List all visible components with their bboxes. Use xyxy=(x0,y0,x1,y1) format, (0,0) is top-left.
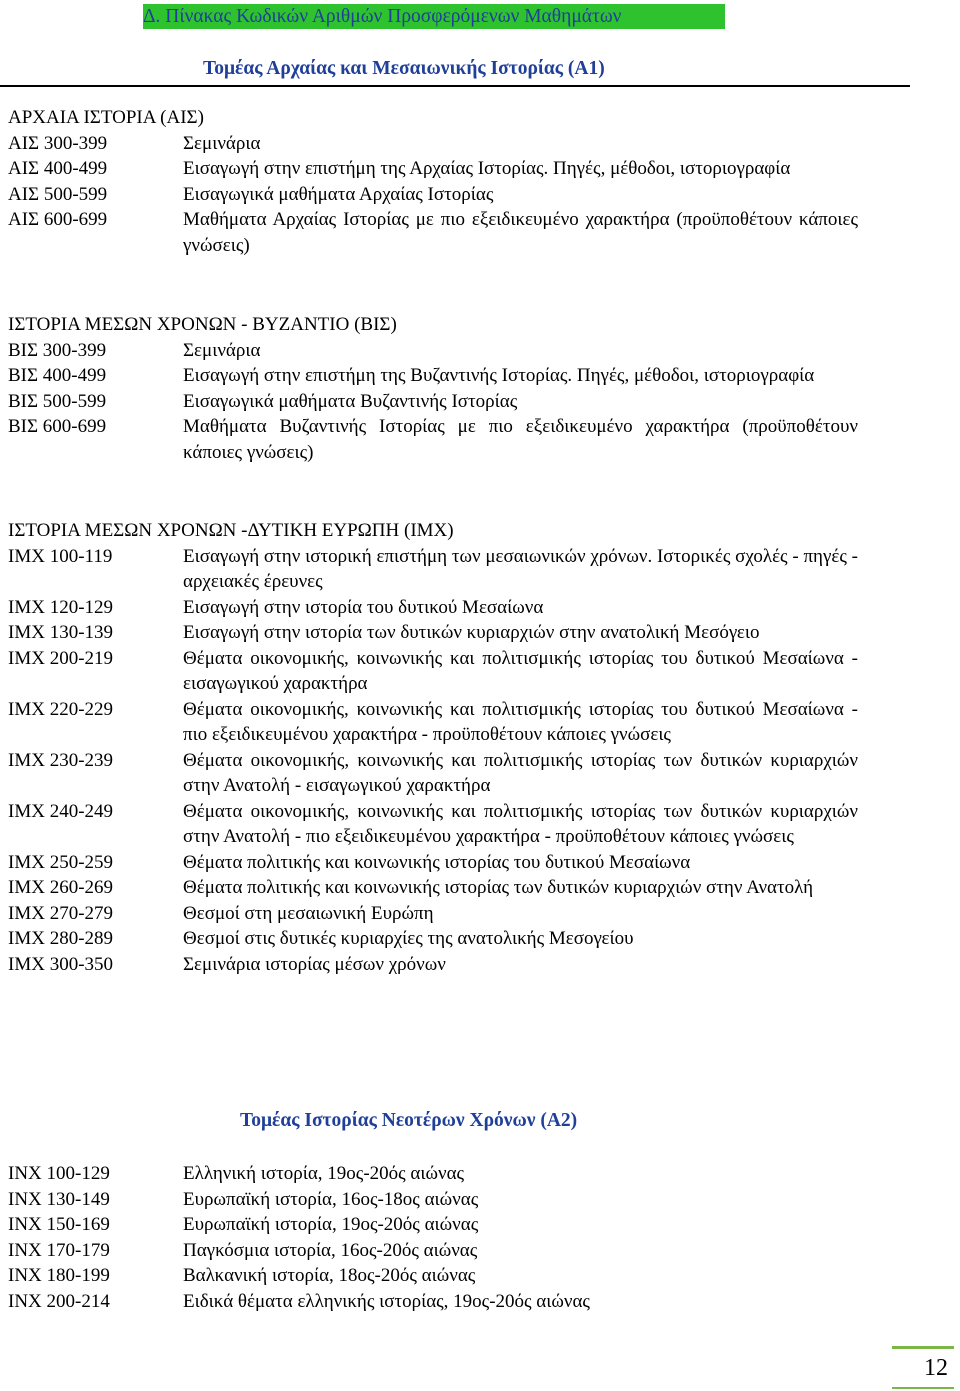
section-vis xyxy=(8,312,858,465)
course-description: Ελληνική ιστορία, 19ος-20ός αιώνας xyxy=(183,1163,465,1184)
course-description: Ειδικά θέματα ελληνικής ιστορίας, 19ος-20ός αιώνας xyxy=(183,1290,590,1312)
course-code: ΑΙΣ 400-499 xyxy=(8,158,108,179)
course-code: ΙΜΧ 250-259 xyxy=(8,851,114,873)
course-code: ΙΜΧ 120-129 xyxy=(8,596,114,618)
course-code: ΒΙΣ 500-599 xyxy=(8,390,107,412)
course-description: Θέματα πολιτικής και κοινωνικής ιστορίας των δυτικών κυριαρχιών στην Ανατολή xyxy=(183,877,814,898)
course-description: Εισαγωγή στην ιστορία των δυτικών κυριαρχιών στην ανατολική Μεσόγειο xyxy=(183,622,760,643)
section-heading-ais: ΑΡΧΑΙΑ ΙΣΤΟΡΙΑ (ΑΙΣ) xyxy=(8,107,204,128)
course-row xyxy=(8,926,858,952)
page-number: 12 xyxy=(924,1355,948,1381)
course-row xyxy=(8,544,858,595)
course-row xyxy=(8,1238,858,1264)
course-description: Θέματα οικονομικής, κοινωνικής και πολιτισμικής ιστορίας των δυτικών κυριαρχιών στην Ανατολή - πιο εξειδικευμένου χαρακτήρα - προϋποθέτουν κάποιες γνώσεις xyxy=(183,800,858,847)
course-code: ΙΝΧ 170-179 xyxy=(8,1239,110,1261)
course-code: ΙΝΧ 200-214 xyxy=(8,1290,110,1312)
course-code: ΑΙΣ 300-399 xyxy=(8,132,108,154)
sector-a2-title: Τομέας Ιστορίας Νεοτέρων Χρόνων (Α2) xyxy=(240,1110,578,1131)
course-code: ΒΙΣ 600-699 xyxy=(8,416,107,437)
course-code: ΙΜΧ 230-239 xyxy=(8,749,114,771)
course-row xyxy=(8,414,858,465)
course-row xyxy=(8,131,858,157)
course-description: Θέματα πολιτικής και κοινωνικής ιστορίας του δυτικού Μεσαίωνα xyxy=(183,851,691,873)
course-row xyxy=(8,799,858,850)
course-code: ΙΜΧ 300-350 xyxy=(8,953,114,975)
course-description: Εισαγωγή στην ιστορία του δυτικού Μεσαίωνα xyxy=(183,596,544,618)
section-heading-imx: ΙΣΤΟΡΙΑ ΜΕΣΩΝ ΧΡΟΝΩΝ -ΔΥΤΙΚΗ ΕΥΡΩΠΗ (ΙΜΧ) xyxy=(8,520,454,541)
course-description: Σεμινάρια ιστορίας μέσων χρόνων xyxy=(183,953,446,975)
course-row xyxy=(8,156,858,182)
course-row xyxy=(8,1187,858,1213)
course-row xyxy=(8,207,858,258)
course-description: Θέματα οικονομικής, κοινωνικής και πολιτισμικής ιστορίας του δυτικού Μεσαίωνα - εισαγωγικού χαρακτήρα xyxy=(183,647,858,694)
course-description: Θεσμοί στη μεσαιωνική Ευρώπη xyxy=(183,902,434,924)
course-description: Εισαγωγή στην ιστορική επιστήμη των μεσαιωνικών χρόνων. Ιστορικές σχολές - πηγές - αρχειακές έρευνες xyxy=(183,545,858,592)
course-code: ΙΜΧ 130-139 xyxy=(8,622,114,643)
course-description: Ευρωπαϊκή ιστορία, 16ος-18ος αιώνας xyxy=(183,1188,479,1210)
section-heading-vis: ΙΣΤΟΡΙΑ ΜΕΣΩΝ ΧΡΟΝΩΝ - ΒΥΖΑΝΤΙΟ (ΒΙΣ) xyxy=(8,314,397,335)
course-row xyxy=(8,1161,858,1187)
sector-a1-title: Τομέας Αρχαίας και Μεσαιωνικής Ιστορίας (Α1) xyxy=(203,58,605,79)
course-row xyxy=(8,363,858,389)
course-description: Σεμινάρια xyxy=(183,132,261,154)
course-row xyxy=(8,389,858,415)
course-row xyxy=(8,338,858,364)
course-row xyxy=(8,182,858,208)
course-code: ΙΜΧ 280-289 xyxy=(8,928,114,949)
section-imx xyxy=(8,518,858,977)
course-row xyxy=(8,595,858,621)
course-code: ΙΝΧ 100-129 xyxy=(8,1163,110,1184)
course-description: Θεσμοί στις δυτικές κυριαρχίες της ανατολικής Μεσογείου xyxy=(183,928,634,949)
course-row xyxy=(8,1289,858,1315)
course-description: Παγκόσμια ιστορία, 16ος-20ός αιώνας xyxy=(183,1239,478,1261)
course-code: ΒΙΣ 300-399 xyxy=(8,339,107,361)
course-description: Εισαγωγικά μαθήματα Αρχαίας Ιστορίας xyxy=(183,183,494,205)
page-banner: Δ. Πίνακας Κωδικών Αριθμών Προσφερόμενων Μαθημάτων xyxy=(143,4,725,29)
course-row xyxy=(8,620,858,646)
page-number-box xyxy=(892,1346,954,1385)
course-description: Βαλκανική ιστορία, 18ος-20ός αιώνας xyxy=(183,1265,476,1286)
course-description: Εισαγωγή στην επιστήμη της Αρχαίας Ιστορίας. Πηγές, μέθοδοι, ιστοριογραφία xyxy=(183,158,791,179)
course-code: ΑΙΣ 500-599 xyxy=(8,183,108,205)
course-description: Θέματα οικονομικής, κοινωνικής και πολιτισμικής ιστορίας των δυτικών κυριαρχιών στην Ανατολή - εισαγωγικού χαρακτήρα xyxy=(183,749,858,796)
course-code: ΙΜΧ 220-229 xyxy=(8,698,114,720)
course-description: Θέματα οικονομικής, κοινωνικής και πολιτισμικής ιστορίας του δυτικού Μεσαίωνα - πιο εξειδικευμένου χαρακτήρα - προϋποθέτουν κάποιες γνώσεις xyxy=(183,698,858,745)
course-code: ΙΜΧ 270-279 xyxy=(8,902,114,924)
course-row xyxy=(8,697,858,748)
course-row xyxy=(8,1212,858,1238)
course-description: Μαθήματα Βυζαντινής Ιστορίας με πιο εξειδικευμένο χαρακτήρα (προϋποθέτουν κάποιες γνώσεις) xyxy=(183,416,858,463)
course-code: ΙΝΧ 180-199 xyxy=(8,1265,110,1286)
course-code: ΙΝΧ 150-169 xyxy=(8,1214,110,1235)
course-row xyxy=(8,952,858,978)
course-row xyxy=(8,748,858,799)
course-description: Σεμινάρια xyxy=(183,339,261,361)
section-inx xyxy=(8,1161,858,1314)
header-divider xyxy=(0,85,910,87)
course-row xyxy=(8,850,858,876)
course-row xyxy=(8,901,858,927)
course-code: ΙΜΧ 260-269 xyxy=(8,877,114,898)
course-code: ΙΜΧ 240-249 xyxy=(8,800,114,822)
course-description: Εισαγωγή στην επιστήμη της Βυζαντινής Ιστορίας. Πηγές, μέθοδοι, ιστοριογραφία xyxy=(183,365,815,386)
course-description: Εισαγωγικά μαθήματα Βυζαντινής Ιστορίας xyxy=(183,390,518,412)
course-code: ΒΙΣ 400-499 xyxy=(8,365,107,386)
course-row xyxy=(8,646,858,697)
course-description: Μαθήματα Αρχαίας Ιστορίας με πιο εξειδικευμένο χαρακτήρα (προϋποθέτουν κάποιες γνώσεις) xyxy=(183,209,858,256)
course-row xyxy=(8,1263,858,1289)
course-code: ΑΙΣ 600-699 xyxy=(8,209,108,230)
course-code: ΙΜΧ 200-219 xyxy=(8,647,114,669)
course-code: ΙΝΧ 130-149 xyxy=(8,1188,110,1210)
course-description: Ευρωπαϊκή ιστορία, 19ος-20ός αιώνας xyxy=(183,1214,479,1235)
section-ais xyxy=(8,105,858,258)
course-row xyxy=(8,875,858,901)
course-code: ΙΜΧ 100-119 xyxy=(8,545,113,567)
